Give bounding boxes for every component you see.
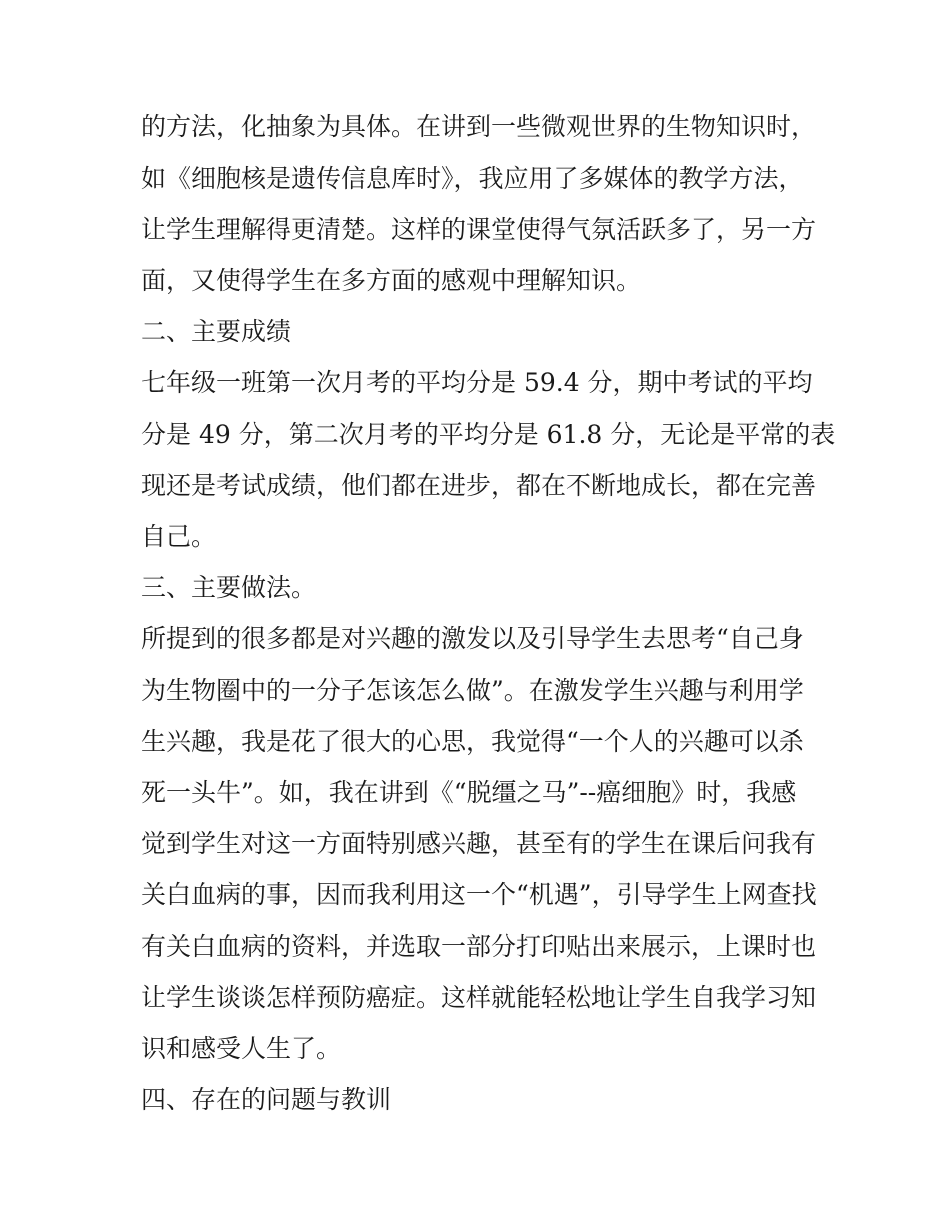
paragraph-line: 分是 49 分，第二次月考的平均分是 61.8 分，无论是平常的表 xyxy=(141,420,836,449)
section-heading: 四、存在的问题与教训 xyxy=(141,1085,392,1114)
paragraph-line: 生兴趣，我是花了很大的心思，我觉得“一个人的兴趣可以杀 xyxy=(141,727,804,756)
paragraph-line: 识和感受人生了。 xyxy=(141,1034,342,1063)
paragraph-line: 死一头牛”。如，我在讲到《“脱缰之马”--癌细胞》时，我感 xyxy=(141,778,797,807)
paragraph-line: 自己。 xyxy=(141,522,217,551)
paragraph-line: 让学生理解得更清楚。这样的课堂使得气氛活跃多了，另一方 xyxy=(141,215,817,244)
paragraph-line: 关白血病的事，因而我利用这一个“机遇”，引导学生上网查找 xyxy=(141,880,817,909)
paragraph-line: 面，又使得学生在多方面的感观中理解知识。 xyxy=(141,266,642,295)
paragraph-line: 所提到的很多都是对兴趣的激发以及引导学生去思考“自己身 xyxy=(141,624,804,653)
paragraph-line: 觉到学生对这一方面特别感兴趣，甚至有的学生在课后问我有 xyxy=(141,829,817,858)
section-heading: 三、主要做法。 xyxy=(141,573,317,602)
paragraph-line: 有关白血病的资料，并选取一部分打印贴出来展示，上课时也 xyxy=(141,932,817,961)
paragraph-line: 为生物圈中的一分子怎该怎么做”。在激发学生兴趣与利用学 xyxy=(141,676,804,705)
paragraph-line: 的方法，化抽象为具体。在讲到一些微观世界的生物知识时， xyxy=(141,112,817,141)
paragraph-line: 如《细胞核是遗传信息库时》，我应用了多媒体的教学方法， xyxy=(141,164,804,193)
paragraph-line: 七年级一班第一次月考的平均分是 59.4 分，期中考试的平均 xyxy=(141,368,813,397)
paragraph-line: 现还是考试成绩，他们都在进步，都在不断地成长，都在完善 xyxy=(141,471,817,500)
section-heading: 二、主要成绩 xyxy=(141,317,292,346)
paragraph-line: 让学生谈谈怎样预防癌症。这样就能轻松地让学生自我学习知 xyxy=(141,983,817,1012)
